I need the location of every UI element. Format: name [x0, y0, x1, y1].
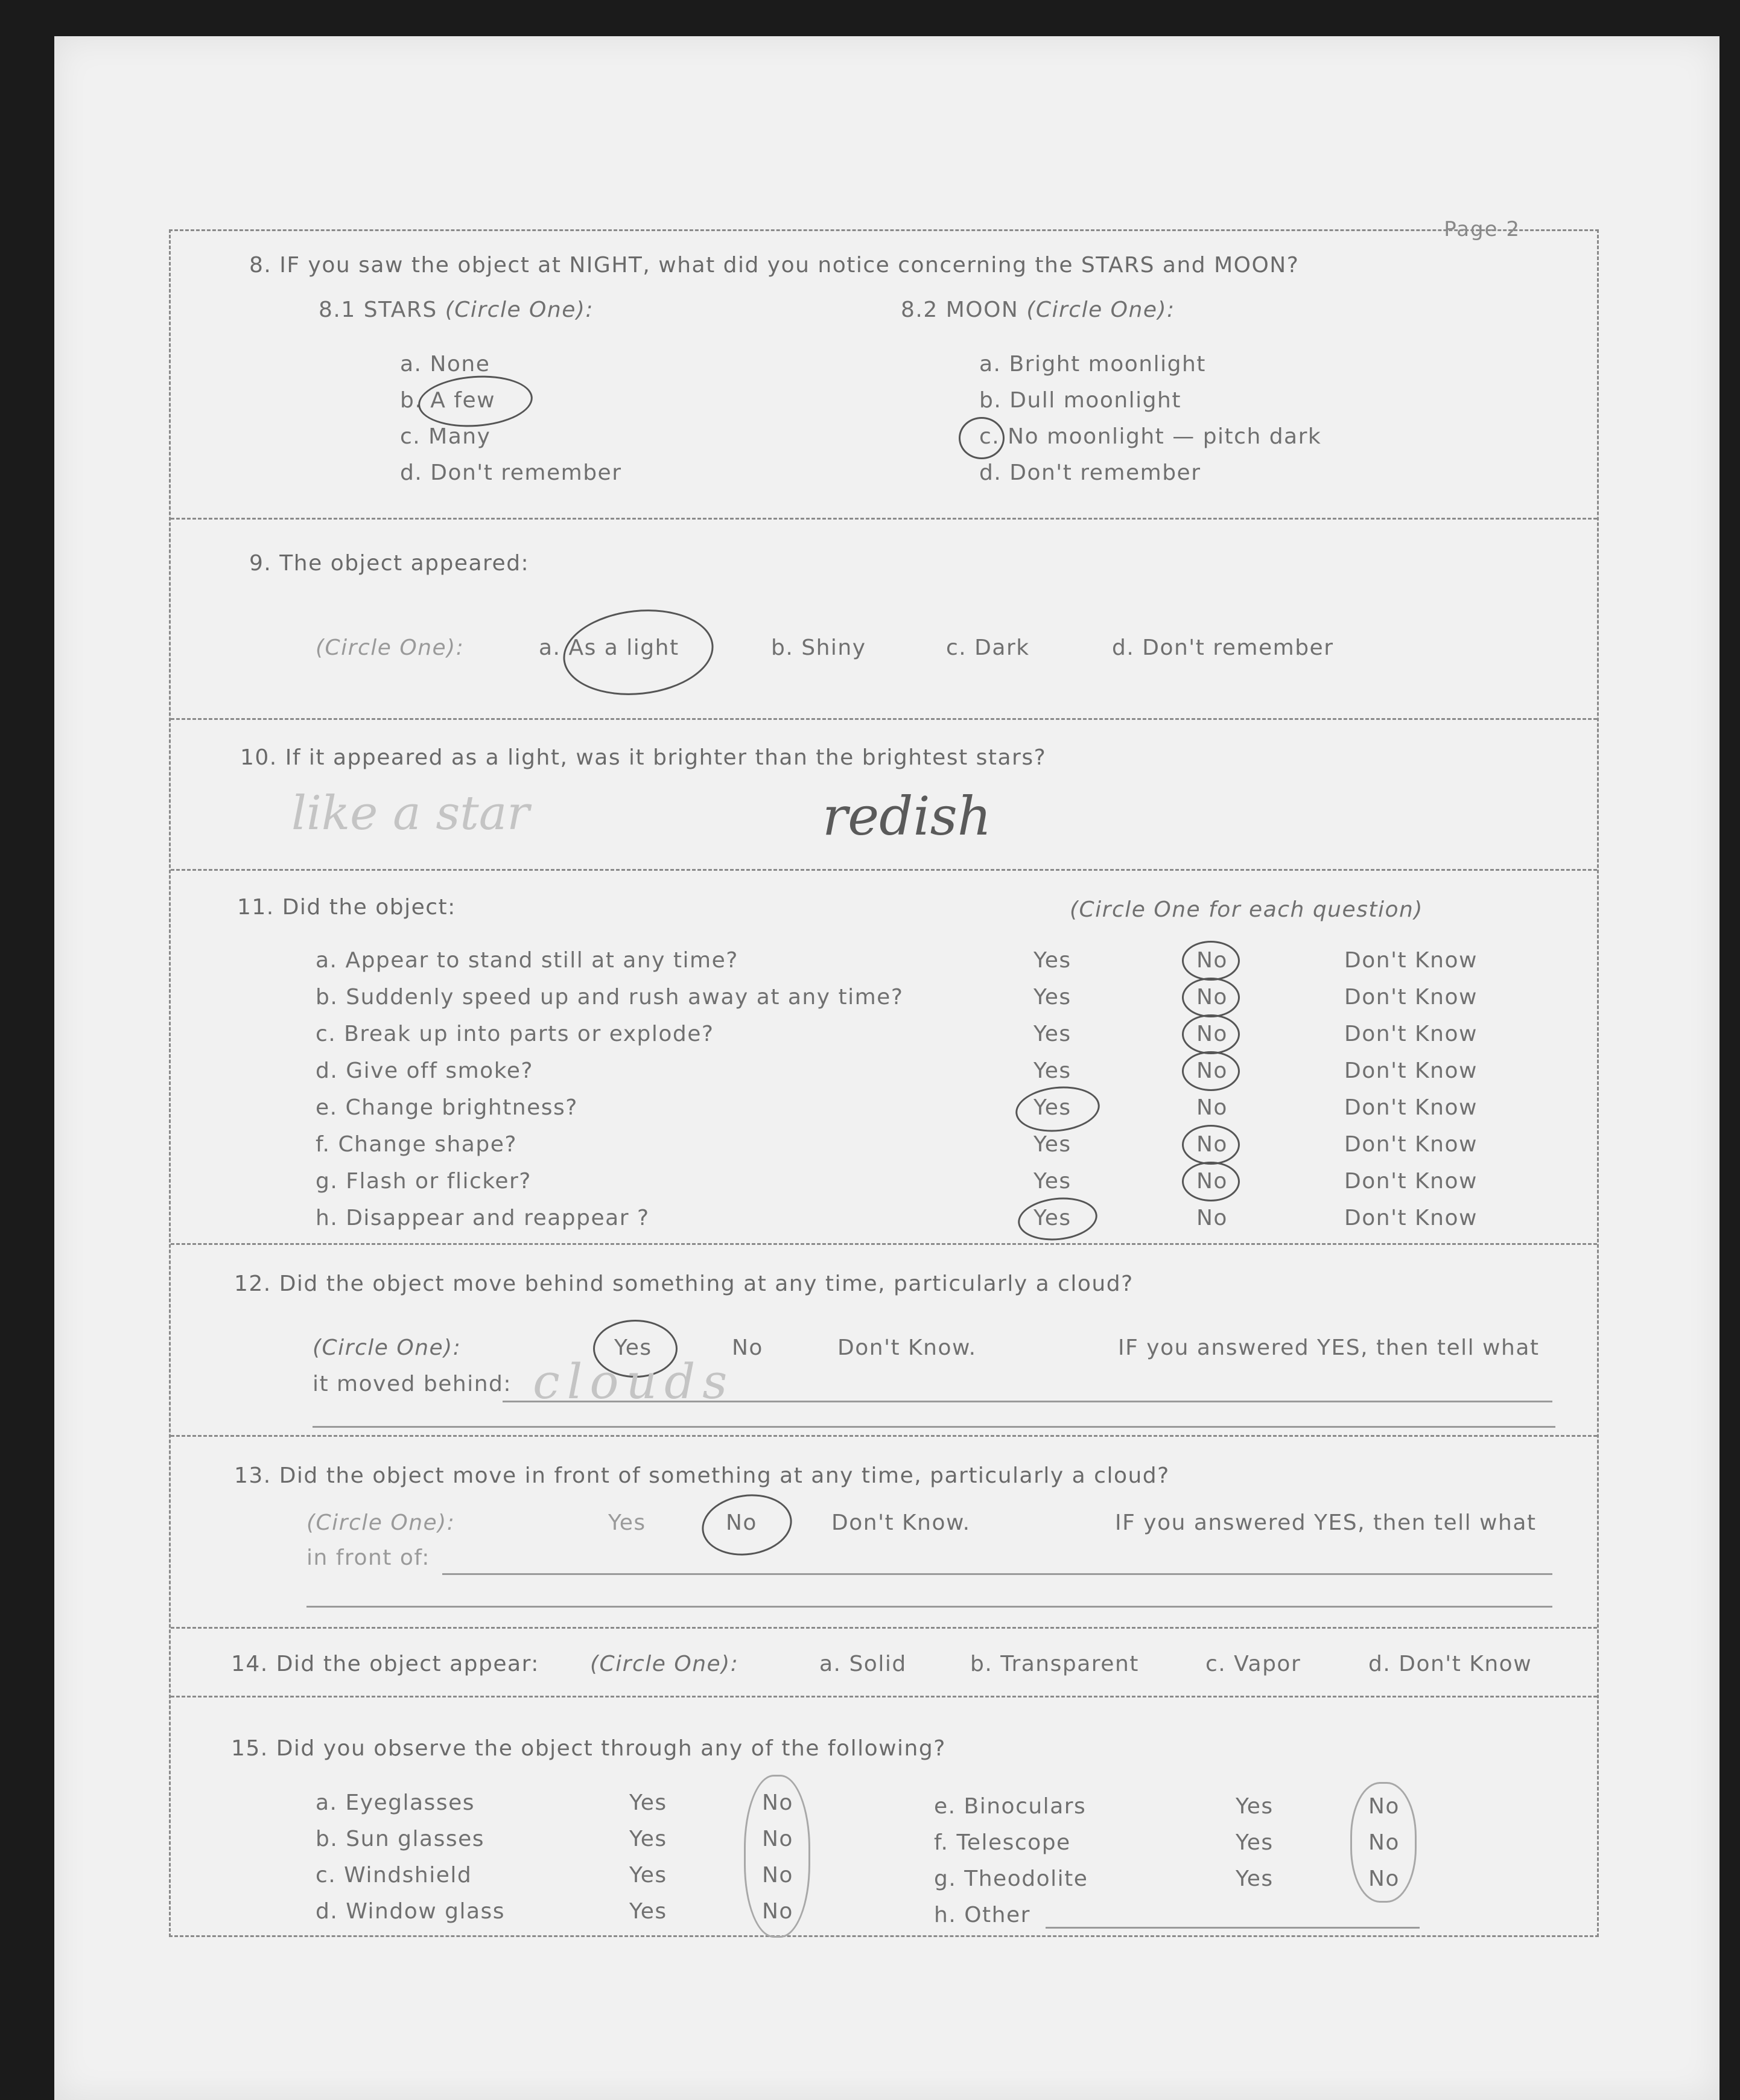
- q11-answer-circle-b: [1182, 978, 1240, 1017]
- q14-option-b: b. Transparent: [970, 1652, 1139, 1676]
- question-15-text: 15. Did you observe the object through any of the following?: [231, 1736, 946, 1761]
- q15-item-d: d. Window glass: [316, 1899, 506, 1924]
- question-9-instruction: (Circle One):: [316, 635, 465, 660]
- question-14-instruction: (Circle One):: [590, 1652, 739, 1676]
- q15-item-b: b. Sun glasses: [316, 1827, 484, 1851]
- stars-option-b: b. A few: [400, 388, 496, 413]
- q15-left-no-circles: [744, 1775, 810, 1938]
- q11-item-g: g. Flash or flicker?: [316, 1169, 532, 1194]
- q11-item-f: f. Change shape?: [316, 1132, 517, 1157]
- moon-option-d: d. Don't remember: [979, 460, 1201, 485]
- stars-option-a: a. None: [400, 352, 491, 377]
- question-12-instruction: (Circle One):: [313, 1335, 462, 1360]
- q11-no-e: No: [1196, 1095, 1228, 1120]
- q15-item-h: h. Other: [934, 1903, 1030, 1927]
- q15-item-c: c. Windshield: [316, 1863, 472, 1888]
- q12-followup-label: it moved behind:: [313, 1372, 512, 1396]
- q11-yes-e: Yes: [1034, 1095, 1072, 1120]
- q9-option-a: a. As a light: [539, 635, 679, 660]
- q15-no-e: No: [1368, 1794, 1400, 1819]
- q15-yes-e: Yes: [1236, 1794, 1274, 1819]
- q12-no: No: [732, 1335, 763, 1360]
- moon-option-c: c. No moonlight — pitch dark: [979, 424, 1322, 449]
- q11-dk-g: Don't Know: [1344, 1169, 1478, 1194]
- question-9-text: 9. The object appeared:: [249, 551, 530, 576]
- question-10-section: [171, 720, 1597, 871]
- q15-yes-d: Yes: [629, 1899, 667, 1924]
- q11-dk-h: Don't Know: [1344, 1206, 1478, 1230]
- q11-yes-c: Yes: [1034, 1022, 1072, 1046]
- q11-item-e: e. Change brightness?: [316, 1095, 578, 1120]
- q9-option-d: d. Don't remember: [1112, 635, 1334, 660]
- questionnaire-form: [169, 229, 1599, 1937]
- q11-yes-g: Yes: [1034, 1169, 1072, 1194]
- q11-no-g: No: [1196, 1169, 1228, 1194]
- q10-handwritten-like-a-star: like a star: [291, 786, 530, 841]
- q11-dk-b: Don't Know: [1344, 985, 1478, 1010]
- q15-other-line: [1046, 1927, 1420, 1929]
- q11-no-d: No: [1196, 1058, 1228, 1083]
- q15-item-a: a. Eyeglasses: [316, 1790, 475, 1815]
- q15-item-f: f. Telescope: [934, 1830, 1071, 1855]
- q11-item-a: a. Appear to stand still at any time?: [316, 948, 738, 973]
- q11-no-a: No: [1196, 948, 1228, 973]
- q15-item-g: g. Theodolite: [934, 1866, 1088, 1891]
- q11-item-h: h. Disappear and reappear ?: [316, 1206, 650, 1230]
- q15-yes-g: Yes: [1236, 1866, 1274, 1891]
- moon-heading: 8.2 MOON (Circle One):: [901, 298, 1175, 322]
- q9-option-c: c. Dark: [946, 635, 1030, 660]
- q11-dk-f: Don't Know: [1344, 1132, 1478, 1157]
- question-15-section: [171, 1698, 1597, 1939]
- q11-item-c: c. Break up into parts or explode?: [316, 1022, 714, 1046]
- q10-handwritten-redish: redish: [822, 785, 992, 847]
- q14-option-c: c. Vapor: [1205, 1652, 1301, 1676]
- page-number: Page 2: [1444, 217, 1520, 241]
- q11-answer-circle-f: [1182, 1125, 1240, 1165]
- q11-answer-circle-e: [1014, 1083, 1102, 1136]
- stars-option-d: d. Don't remember: [400, 460, 622, 485]
- question-12-section: [171, 1245, 1597, 1437]
- q11-answer-circle-g: [1182, 1162, 1240, 1201]
- q15-no-c: No: [762, 1863, 793, 1888]
- q11-no-b: No: [1196, 985, 1228, 1010]
- q15-no-b: No: [762, 1827, 793, 1851]
- q15-no-d: No: [762, 1899, 793, 1924]
- q13-followup-label: in front of:: [306, 1545, 430, 1570]
- q15-no-g: No: [1368, 1866, 1400, 1891]
- q15-no-a: No: [762, 1790, 793, 1815]
- question-9-section: [171, 520, 1597, 720]
- q11-yes-b: Yes: [1034, 985, 1072, 1010]
- q11-dk-d: Don't Know: [1344, 1058, 1478, 1083]
- question-12-text: 12. Did the object move behind something at any time, particularly a cloud?: [234, 1271, 1134, 1296]
- q15-yes-a: Yes: [629, 1790, 667, 1815]
- q13-answer-line-1: [442, 1573, 1552, 1575]
- moon-option-a: a. Bright moonlight: [979, 352, 1206, 377]
- q15-right-no-circles: [1350, 1782, 1417, 1903]
- question-11-instruction: (Circle One for each question): [1070, 897, 1423, 922]
- stars-heading: 8.1 STARS (Circle One):: [319, 298, 594, 322]
- q12-answer-line-2: [313, 1426, 1555, 1428]
- q12-dont-know: Don't Know.: [837, 1335, 977, 1360]
- q11-answer-circle-h: [1016, 1194, 1100, 1244]
- stars-option-c: c. Many: [400, 424, 491, 449]
- q11-answer-circle-a: [1182, 941, 1240, 981]
- q13-dont-know: Don't Know.: [831, 1510, 971, 1535]
- q11-dk-a: Don't Know: [1344, 948, 1478, 973]
- question-14-section: [171, 1629, 1597, 1698]
- q12-followup: IF you answered YES, then tell what: [1118, 1335, 1540, 1360]
- q15-yes-b: Yes: [629, 1827, 667, 1851]
- q14-option-a: a. Solid: [819, 1652, 907, 1676]
- q15-yes-f: Yes: [1236, 1830, 1274, 1855]
- q15-no-f: No: [1368, 1830, 1400, 1855]
- q11-item-d: d. Give off smoke?: [316, 1058, 534, 1083]
- q11-no-c: No: [1196, 1022, 1228, 1046]
- question-10-text: 10. If it appeared as a light, was it brighter than the brightest stars?: [240, 745, 1047, 770]
- q12-yes: Yes: [614, 1335, 652, 1360]
- q13-no: No: [726, 1510, 757, 1535]
- q13-answer-line-2: [306, 1606, 1552, 1608]
- q11-yes-h: Yes: [1034, 1206, 1072, 1230]
- q11-item-b: b. Suddenly speed up and rush away at any time?: [316, 985, 904, 1010]
- question-8-section: [171, 231, 1597, 520]
- q11-answer-circle-c: [1182, 1014, 1240, 1054]
- q11-yes-a: Yes: [1034, 948, 1072, 973]
- q11-no-h: No: [1196, 1206, 1228, 1230]
- q15-item-e: e. Binoculars: [934, 1794, 1087, 1819]
- q9-option-b: b. Shiny: [771, 635, 866, 660]
- q11-dk-c: Don't Know: [1344, 1022, 1478, 1046]
- stars-answer-circle: [416, 372, 534, 430]
- q9-answer-circle: [559, 602, 717, 702]
- q12-handwritten-answer: clouds: [533, 1354, 735, 1410]
- moon-option-b: b. Dull moonlight: [979, 388, 1181, 413]
- question-8-text: 8. IF you saw the object at NIGHT, what did you notice concerning the STARS and MOON?: [249, 253, 1300, 278]
- question-14-text: 14. Did the object appear:: [231, 1652, 539, 1676]
- q15-yes-c: Yes: [629, 1863, 667, 1888]
- q11-answer-circle-d: [1182, 1051, 1240, 1091]
- q14-option-d: d. Don't Know: [1368, 1652, 1532, 1676]
- q11-yes-d: Yes: [1034, 1058, 1072, 1083]
- q11-dk-e: Don't Know: [1344, 1095, 1478, 1120]
- question-11-section: [171, 871, 1597, 1245]
- question-11-text: 11. Did the object:: [237, 895, 456, 920]
- q11-yes-f: Yes: [1034, 1132, 1072, 1157]
- question-13-instruction: (Circle One):: [306, 1510, 456, 1535]
- q11-no-f: No: [1196, 1132, 1228, 1157]
- moon-answer-circle: [959, 417, 1005, 459]
- question-13-section: [171, 1437, 1597, 1629]
- question-13-text: 13. Did the object move in front of something at any time, particularly a cloud?: [234, 1463, 1170, 1488]
- q13-followup: IF you answered YES, then tell what: [1115, 1510, 1537, 1535]
- q13-yes: Yes: [608, 1510, 646, 1535]
- q13-answer-circle: [698, 1489, 796, 1561]
